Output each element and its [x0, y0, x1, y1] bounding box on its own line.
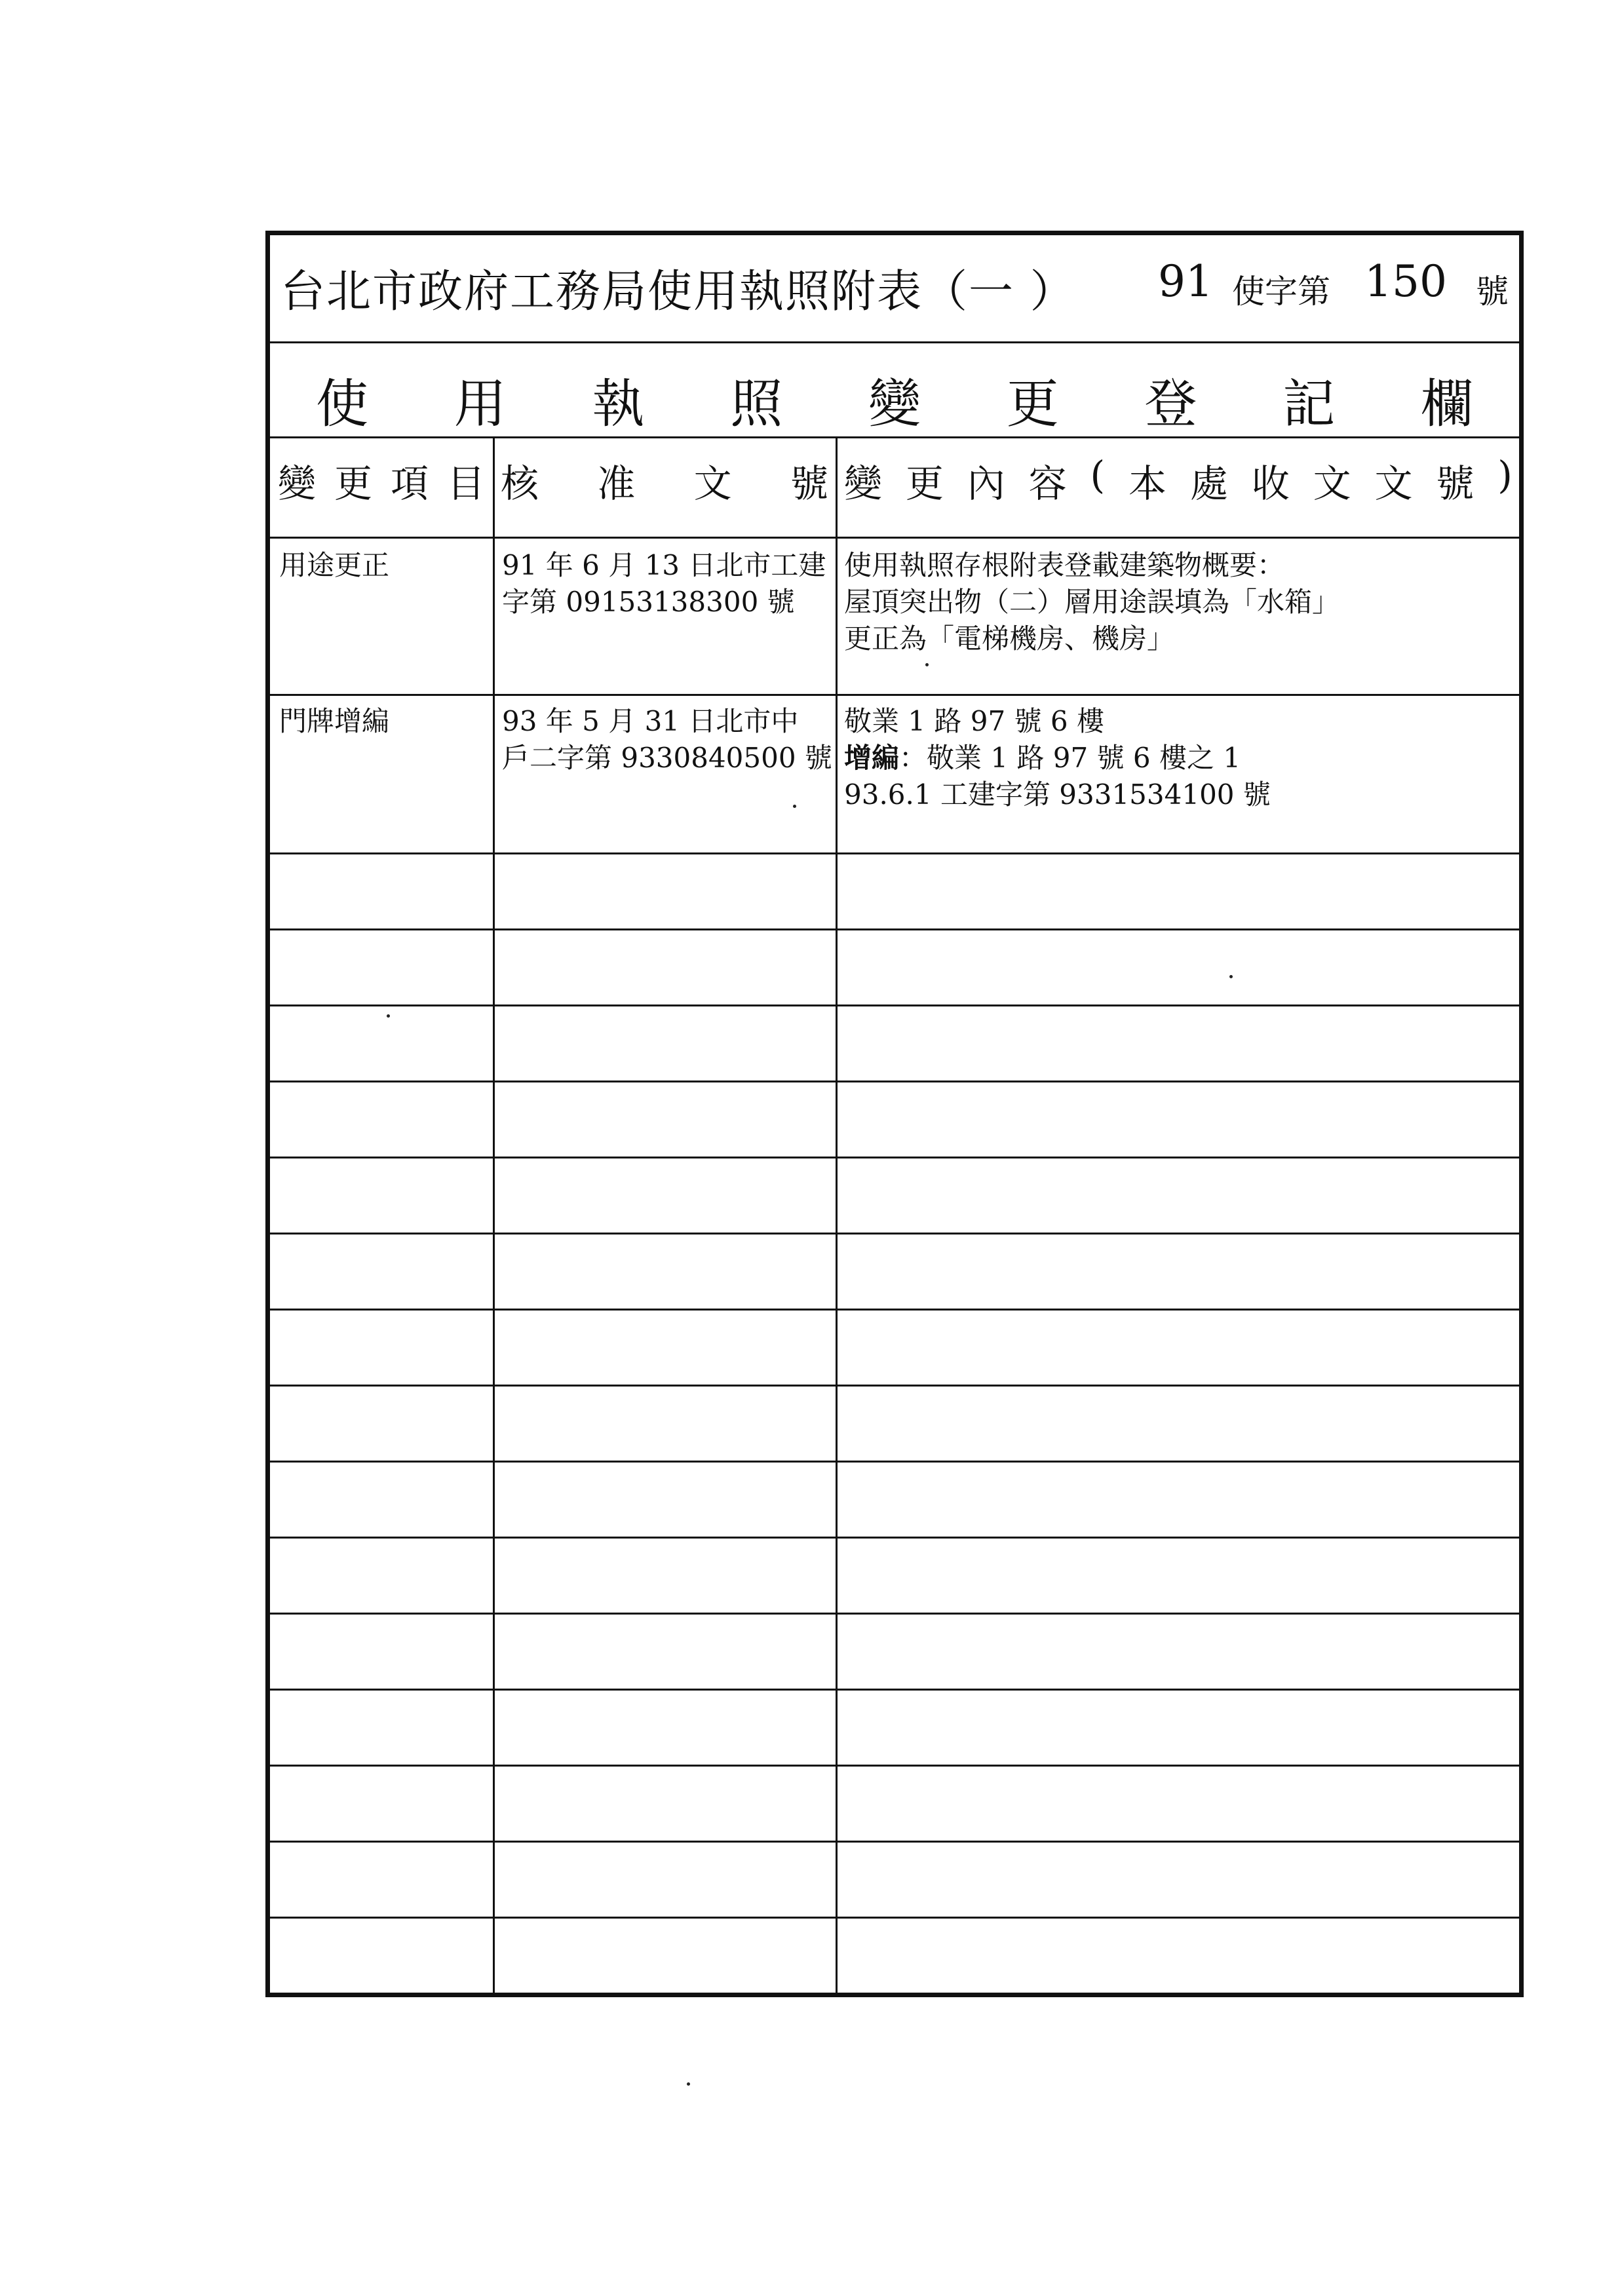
form-subtitle — [316, 362, 1473, 437]
header-char: 准 — [597, 461, 636, 506]
header-char: 內 — [967, 461, 1005, 506]
row2-content-rest: ：敬業 1 路 97 號 6 樓之 1 — [899, 742, 1241, 774]
row2-content-line: 93.6.1 工建字第 9331534100 號 — [844, 778, 1271, 811]
scan-speck — [1229, 975, 1233, 978]
subtitle-char: 變 — [868, 373, 921, 434]
header-divider — [270, 537, 1519, 539]
license-year: 91 — [1158, 256, 1213, 307]
row-divider — [270, 928, 1519, 930]
license-suffix: 號 — [1476, 273, 1509, 311]
row2-approval-line: 戶二字第 9330840500 號 — [502, 742, 832, 774]
row1-approval — [502, 547, 826, 621]
header-char: ( — [1090, 453, 1106, 497]
row1-content — [844, 547, 1340, 657]
header-char: 處 — [1189, 461, 1228, 506]
column-divider — [836, 438, 838, 1993]
row-divider — [270, 1385, 1519, 1387]
row1-approval-line: 91 年 6 月 13 日北市工建 — [502, 549, 826, 581]
scan-speck — [925, 663, 929, 666]
subtitle-char: 登 — [1144, 373, 1197, 434]
header-char: 變 — [844, 461, 883, 506]
form-subtitle-row — [270, 343, 1519, 438]
registration-form-frame — [265, 231, 1524, 1997]
row2-content-line — [844, 740, 1271, 776]
row2-approval — [502, 703, 832, 776]
header-change-item — [278, 453, 485, 508]
row-divider — [270, 1765, 1519, 1767]
row-divider — [270, 1461, 1519, 1463]
header-char: 文 — [1313, 461, 1351, 506]
row2-content — [844, 703, 1271, 813]
row-divider — [270, 1004, 1519, 1006]
row-divider — [270, 1309, 1519, 1311]
header-char: 更 — [334, 461, 372, 506]
subtitle-char: 執 — [592, 373, 645, 434]
row-divider — [270, 1157, 1519, 1158]
row1-item: 用途更正 — [279, 549, 390, 581]
header-char: 號 — [1436, 461, 1475, 506]
row-divider — [270, 852, 1519, 854]
subtitle-char: 照 — [730, 373, 783, 434]
header-char: ) — [1497, 453, 1513, 497]
subtitle-char: 欄 — [1421, 373, 1473, 434]
row-divider — [270, 1689, 1519, 1691]
subtitle-char: 使 — [316, 373, 368, 434]
row-divider — [270, 1537, 1519, 1539]
row1-content-line: 屋頂突出物（二）層用途誤填為「水箱」 — [844, 586, 1340, 618]
column-divider — [493, 438, 495, 1993]
row2-content-line: 敬業 1 路 97 號 6 樓 — [844, 705, 1104, 737]
header-char: 項 — [390, 461, 429, 506]
header-char: 文 — [1374, 461, 1413, 506]
header-char: 文 — [693, 461, 732, 506]
row-divider — [270, 1233, 1519, 1234]
change-record-table — [270, 438, 1519, 1993]
row1-approval-line: 字第 09153138300 號 — [502, 586, 795, 618]
header-char: 號 — [790, 461, 828, 506]
subtitle-char: 用 — [453, 373, 507, 434]
row-divider — [270, 1613, 1519, 1615]
header-char: 容 — [1028, 461, 1067, 506]
header-char: 核 — [501, 461, 539, 506]
row2-item: 門牌增編 — [279, 705, 390, 737]
row1-content-line: 更正為「電梯機房、機房」 — [844, 622, 1175, 655]
header-change-content — [844, 453, 1513, 508]
license-number: 150 — [1364, 256, 1447, 307]
row1-content-line: 使用執照存根附表登載建築物概要： — [844, 549, 1285, 581]
form-title: 台北市政府工務局使用執照附表（一 ） — [280, 266, 1076, 318]
header-char: 目 — [446, 461, 485, 506]
header-char: 本 — [1128, 461, 1167, 506]
form-title-row — [270, 235, 1519, 343]
scan-speck — [387, 1014, 390, 1018]
row2-content-bold: 增編 — [844, 742, 900, 774]
row-divider — [270, 694, 1519, 696]
row-divider — [270, 1081, 1519, 1082]
row-divider — [270, 1841, 1519, 1843]
header-char: 更 — [905, 461, 944, 506]
row2-approval-line: 93 年 5 月 31 日北市中 — [502, 705, 799, 737]
header-char: 收 — [1251, 461, 1290, 506]
row-divider — [270, 1917, 1519, 1919]
header-char: 變 — [278, 461, 317, 506]
subtitle-char: 記 — [1282, 373, 1336, 434]
subtitle-char: 更 — [1006, 373, 1059, 434]
license-prefix: 使字第 — [1232, 273, 1330, 311]
scan-speck — [793, 805, 796, 808]
header-approval-number — [501, 453, 828, 508]
scan-speck — [687, 2082, 690, 2086]
